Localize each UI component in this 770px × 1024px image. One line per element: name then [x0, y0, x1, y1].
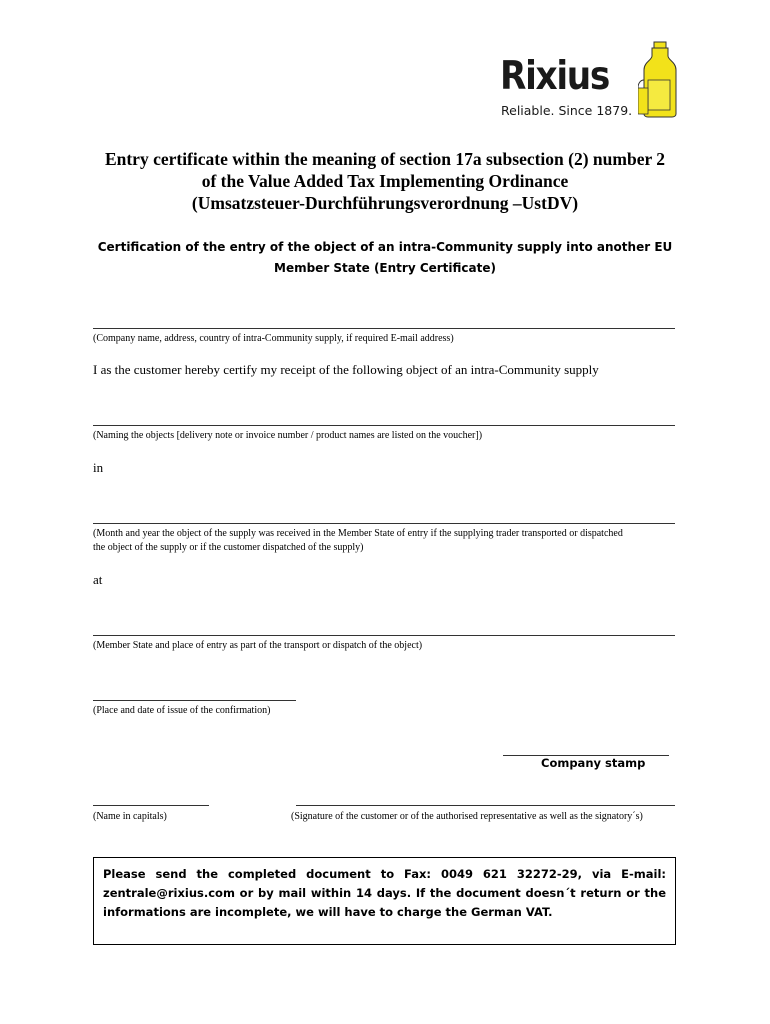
month-caption-line-2: the object of the supply or if the customer dispatched of the supply): [93, 542, 364, 553]
month-year-field-line[interactable]: [93, 523, 675, 524]
signature-field-line[interactable]: [296, 805, 675, 806]
logo-tagline: Reliable. Since 1879.: [501, 103, 633, 118]
company-logo: [496, 40, 691, 122]
certify-statement: I as the customer hereby certify my receipt of the following object of an intra-Community supply: [93, 362, 599, 377]
in-label: in: [93, 460, 104, 475]
signature-caption: (Signature of the customer or of the authorised representative as well as the signatory´s): [291, 811, 643, 822]
member-state-caption: (Member State and place of entry as part of the transport or dispatch of the object): [93, 640, 423, 651]
notice-box: [93, 857, 676, 945]
at-label: at: [93, 572, 103, 587]
month-caption-line-1: (Month and year the object of the supply was received in the Member State of entry if the supplying trader transported or dispatched: [93, 528, 623, 539]
month-year-caption: [93, 527, 693, 555]
logo-brand: Rixius: [500, 54, 610, 99]
subtitle-line-1: Certification of the entry of the object of an intra-Community supply into another EU: [97, 240, 673, 254]
subtitle-line-2: Member State (Entry Certificate): [274, 261, 496, 275]
company-caption: (Company name, address, country of intra-Community supply, if required E-mail address): [93, 333, 454, 344]
member-state-field-line[interactable]: [93, 635, 675, 636]
objects-caption: (Naming the objects [delivery note or invoice number / product names are listed on the voucher]): [93, 430, 483, 441]
name-field-line[interactable]: [93, 805, 209, 806]
objects-field-line[interactable]: [93, 425, 675, 426]
company-stamp-label: Company stamp: [541, 756, 646, 770]
oil-bottle-icon: [638, 40, 688, 118]
place-date-caption: (Place and date of issue of the confirmation): [93, 705, 271, 716]
name-caption: (Name in capitals): [93, 811, 167, 822]
place-date-field-line[interactable]: [93, 700, 296, 701]
document-subtitle: [95, 237, 675, 279]
title-line-1: Entry certificate within the meaning of section 17a subsection (2) number 2: [104, 149, 666, 169]
title-line-2: of the Value Added Tax Implementing Ordinance: [201, 171, 569, 191]
notice-text: Please send the completed document to Fax: 0049 621 32272-29, via E-mail: zentrale@rixius.com or by mail within 14 days. If the document doesn´t return or the informations are incomplete, we will have to charge the German VAT.: [103, 867, 666, 919]
company-field-line[interactable]: [93, 328, 675, 329]
title-line-3: (Umsatzsteuer-Durchführungsverordnung –UstDV): [191, 193, 579, 213]
document-title: [60, 148, 710, 214]
